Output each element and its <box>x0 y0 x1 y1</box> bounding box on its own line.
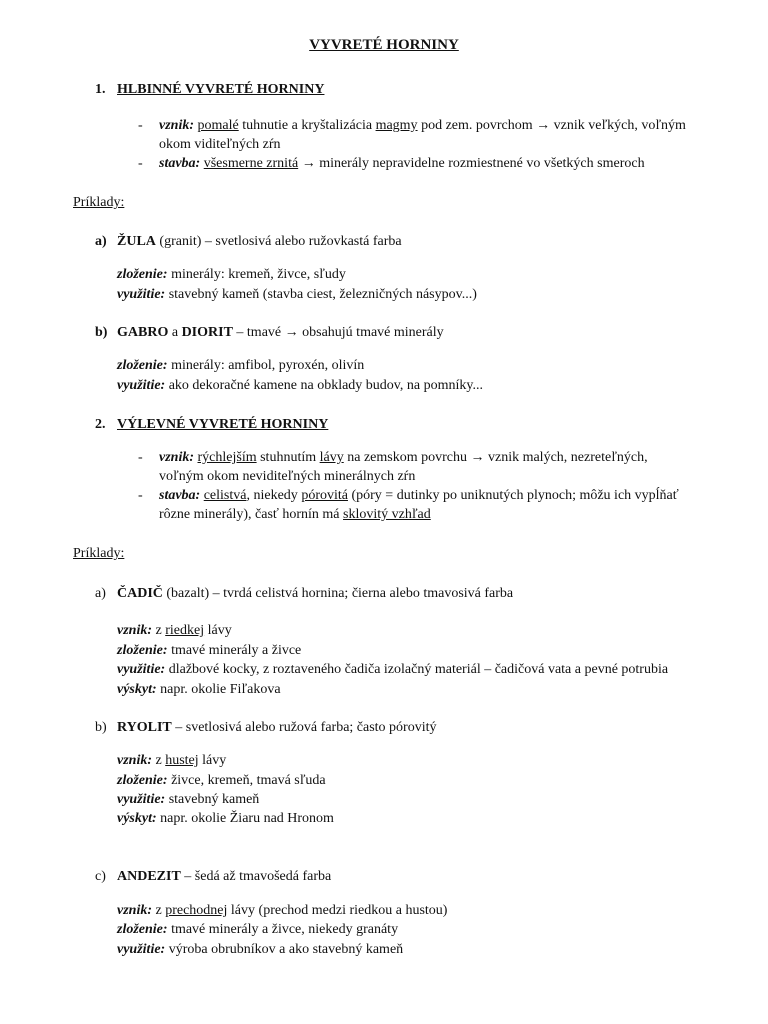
item-andezit-vyuzitie: využitie: výroba obrubníkov a ako stavebný kameň <box>117 942 404 957</box>
item-andezit-zlozenie: zloženie: tmavé minerály a živce, niekedy granáty <box>117 922 399 937</box>
section-1-bullet-vznik-cont: okom viditeľných zŕn <box>159 137 281 152</box>
item-cadic-vyuzitie: využitie: dlažbové kocky, z roztaveného čadiča izolačný materiál – čadičová vata a pevné potrubia <box>117 662 669 677</box>
item-zula-vyuzitie: využitie: stavebný kameň (stavba ciest, železničných násypov...) <box>117 287 477 302</box>
section-1-bullet-stavba: stavba: všesmerne zrnitá → minerály nepravidelne rozmiestnené vo všetkých smeroch <box>159 156 645 171</box>
item-zula-zlozenie: zloženie: minerály: kremeň, živce, sľudy <box>117 267 346 282</box>
section-2-heading: VÝLEVNÉ VYVRETÉ HORNINY <box>117 417 329 432</box>
section-2-bullet-stavba-cont: rôzne minerály), časť hornín má sklovitý vzhľad <box>159 507 431 522</box>
item-gabro-heading: GABRO a DIORIT – tmavé → obsahujú tmavé minerály <box>117 325 444 340</box>
document-title: VYVRETÉ HORNINY <box>309 37 459 53</box>
section-2-bullet-stavba: stavba: celistvá, niekedy pórovitá (póry = dutinky po uniknutých plynoch; môžu ich vypĺňať <box>159 488 679 503</box>
item-gabro-zlozenie: zloženie: minerály: amfibol, pyroxén, olivín <box>117 358 365 373</box>
item-ryolit-vyskyt: výskyt: napr. okolie Žiaru nad Hronom <box>117 811 334 826</box>
item-letter: a) <box>95 234 107 249</box>
item-ryolit-zlozenie: zloženie: živce, kremeň, tmavá sľuda <box>117 773 326 788</box>
item-letter: b) <box>95 720 107 735</box>
section-1-heading: HLBINNÉ VYVRETÉ HORNINY <box>117 82 325 97</box>
examples-label-1: Príklady: <box>73 195 125 210</box>
item-andezit-heading: ANDEZIT – šedá až tmavošedá farba <box>117 869 332 884</box>
section-1-number: 1. <box>95 82 106 97</box>
item-ryolit-vznik: vznik: z hustej lávy <box>117 753 227 768</box>
section-2-bullet-vznik: vznik: rýchlejším stuhnutím lávy na zemskom povrchu → vznik malých, nezreteľných, <box>159 450 648 465</box>
item-gabro-vyuzitie: využitie: ako dekoračné kamene na obklady budov, na pomníky... <box>117 378 483 393</box>
item-cadic-vyskyt: výskyt: napr. okolie Fiľakova <box>117 682 281 697</box>
item-letter: b) <box>95 325 108 340</box>
item-ryolit-heading: RYOLIT – svetlosivá alebo ružová farba; často pórovitý <box>117 720 437 735</box>
section-2-bullet-vznik-cont: voľným okom neviditeľných minerálnych zŕn <box>159 469 416 484</box>
examples-label-2: Príklady: <box>73 546 125 561</box>
item-andezit-vznik: vznik: z prechodnej lávy (prechod medzi riedkou a hustou) <box>117 903 448 918</box>
section-2-number: 2. <box>95 417 106 432</box>
item-cadic-vznik: vznik: z riedkej lávy <box>117 623 232 638</box>
bullet-dash: - <box>138 118 143 133</box>
bullet-dash: - <box>138 488 143 503</box>
item-letter: c) <box>95 869 106 884</box>
item-zula-heading: ŽULA (granit) – svetlosivá alebo ružovkastá farba <box>117 234 402 249</box>
item-ryolit-vyuzitie: využitie: stavebný kameň <box>117 792 260 807</box>
bullet-dash: - <box>138 156 143 171</box>
bullet-dash: - <box>138 450 143 465</box>
item-cadic-zlozenie: zloženie: tmavé minerály a živce <box>117 643 302 658</box>
item-cadic-heading: ČADIČ (bazalt) – tvrdá celistvá hornina; čierna alebo tmavosivá farba <box>117 586 514 601</box>
item-letter: a) <box>95 586 106 601</box>
section-1-bullet-vznik: vznik: pomalé tuhnutie a kryštalizácia magmy pod zem. povrchom → vznik veľkých, voľným <box>159 118 686 133</box>
